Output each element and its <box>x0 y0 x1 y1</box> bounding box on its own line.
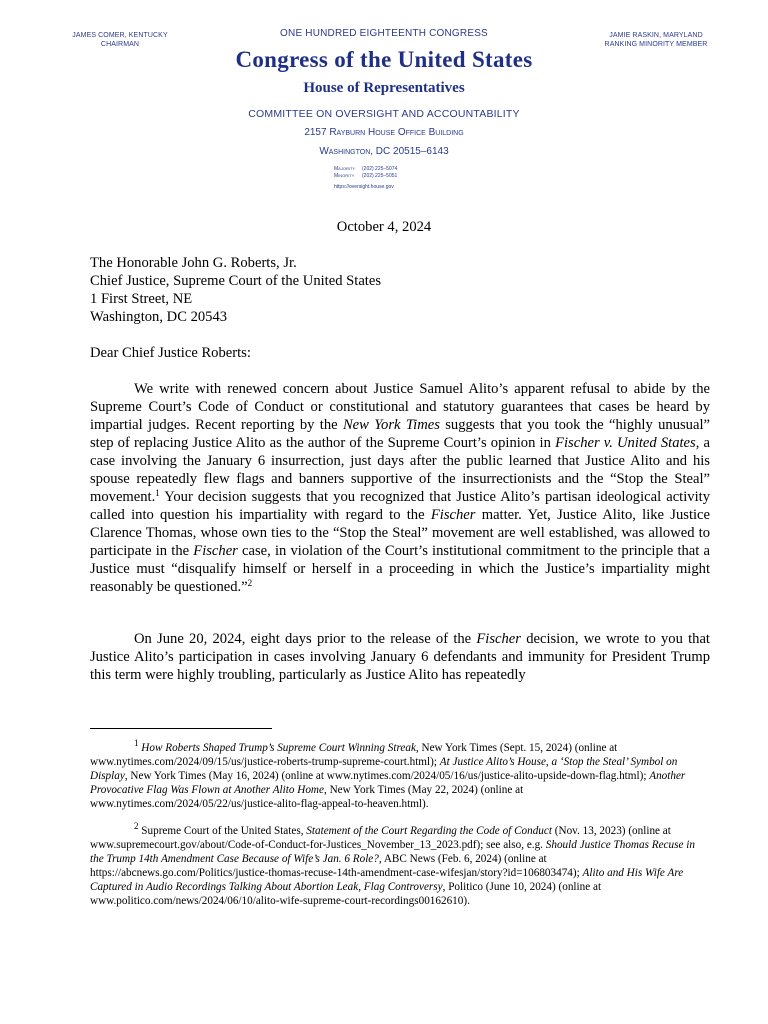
text-run: , New York Times (Sept. 15, 2024) (online at www.nytimes.com/2024/09/15/us/justice-roberts-trump-supreme-court.html); <box>90 742 618 768</box>
phone-numbers <box>334 166 454 179</box>
salutation: Dear Chief Justice Roberts: <box>90 345 251 361</box>
addressee-line: Chief Justice, Supreme Court of the United States <box>90 273 382 289</box>
congress-title: Congress of the United States <box>235 47 533 72</box>
footnote-ref-2[interactable]: 2 <box>247 578 253 588</box>
chairman-title: CHAIRMAN <box>100 41 140 48</box>
letter-date: October 4, 2024 <box>336 219 432 235</box>
italic-run: Fischer v. United States <box>555 435 696 451</box>
text-run: ABC News (Feb. 6, 2024) (online at https://abcnews.go.com/Politics/justice-thomas-recuse-14th-amendment-case-wifesjan/story?id=106803474); <box>90 853 583 879</box>
text-run: , Politico (June 10, 2024) (online at www.politico.com/news/2024/06/10/alito-wife-supreme-court-recordings00162610). <box>90 881 602 907</box>
text-run: Your decision suggests that you recognized that Justice Alito’s partisan ideological activity called into question his impartiality with regard to the <box>90 489 710 523</box>
italic-run: Fischer <box>430 507 476 523</box>
text-run: , New York Times (May 16, 2024) (online at www.nytimes.com/2024/05/16/us/justice-alito-upside-down-flag.html); <box>124 770 650 782</box>
italic-run: Fischer <box>193 543 238 559</box>
majority-label: Majority <box>334 166 356 172</box>
majority-phone: (202) 225–5074 <box>362 166 398 172</box>
addressee-block <box>90 254 710 326</box>
ranking-member-title: RANKING MINORITY MEMBER <box>604 41 708 48</box>
congress-number: ONE HUNDRED EIGHTEENTH CONGRESS <box>280 28 488 39</box>
footnote-mark: 2 <box>134 821 139 831</box>
minority-phone: (202) 225–5051 <box>362 172 398 179</box>
ranking-member-name: JAMIE RASKIN, MARYLAND <box>609 32 703 39</box>
italic-run: Should Justice Thomas Recuse in the Trump 14th Amendment Case Because of Wife’s Jan. 6 Role?, <box>90 839 695 865</box>
chairman-name: JAMES COMER, KENTUCKY <box>72 32 168 39</box>
text-run: (Nov. 13, 2023) (online at www.supremecourt.gov/about/Code-of-Conduct-for-Justices_November_13_2023.pdf); see also, e.g. <box>90 825 671 851</box>
italic-run: Statement of the Court Regarding the Code of Conduct <box>306 825 552 837</box>
body-paragraph-2 <box>90 630 710 684</box>
addressee-line: 1 First Street, NE <box>90 291 193 307</box>
text-run: case, in violation of the Court’s institutional commitment to the principle that a Justice must “disqualify himself or herself in a proceeding in which the Justice’s impartiality might reasonably be questioned.” <box>90 543 710 595</box>
text-run: matter. Yet, Justice Alito, like Justice Clarence Thomas, whose own ties to the “Stop the Steal” movement are well established, was allowed to participate in the <box>90 507 711 559</box>
italic-run: How Roberts Shaped Trump’s Supreme Court Winning Streak <box>141 742 416 754</box>
text-run: Supreme Court of the United States, <box>138 825 307 837</box>
house-title: House of Representatives <box>303 80 465 96</box>
footnote-ref-1[interactable]: 1 <box>155 488 160 498</box>
footnote-separator <box>90 728 272 729</box>
website-link[interactable]: https://oversight.house.gov <box>334 184 394 190</box>
office-address-line2: Washington, DC 20515–6143 <box>319 146 449 157</box>
text-run: , New York Times (May 22, 2024) (online at www.nytimes.com/2024/05/22/us/justice-alito-flag-appeal-to-heaven.html). <box>90 784 524 810</box>
committee-name: COMMITTEE ON OVERSIGHT AND ACCOUNTABILITY <box>248 108 520 120</box>
minority-label: Minority <box>334 172 355 179</box>
footnote-mark: 1 <box>134 738 139 748</box>
italic-run: New York Times <box>342 417 440 433</box>
body-paragraph-1 <box>90 380 710 596</box>
italic-run: At Justice Alito’s House, a ‘Stop the Steal’ Symbol on Display <box>90 756 678 782</box>
text-run: , a case involving the January 6 insurrection, just days after the public learned that Justice Alito and his spouse repeatedly flew flags and banners supportive of the insurrectionists and the “Stop the Steal” movement. <box>90 435 711 505</box>
text-run: On June 20, 2024, eight days prior to the release of the <box>134 631 477 647</box>
office-address-line1: 2157 Rayburn House Office Building <box>304 127 464 138</box>
text-run: suggests that you took the “highly unusual” step of replacing Justice Alito as the author of the Supreme Court’s opinion in <box>90 417 710 451</box>
addressee-line: The Honorable John G. Roberts, Jr. <box>90 255 297 271</box>
italic-run: Alito and His Wife Are Captured in Audio Recordings Talking About Abortion Leak, Flag Controversy <box>90 867 684 893</box>
minority-phone-row <box>334 173 454 180</box>
text-run: decision, we wrote to you that Justice Alito’s participation in cases involving January 6 defendants and immunity for President Trump this term were highly troubling, particularly as Justice Alito has repeatedly <box>90 631 710 683</box>
italic-run: Fischer <box>476 631 521 647</box>
footnote-1 <box>90 738 710 811</box>
footnote-2 <box>90 821 710 908</box>
addressee-line: Washington, DC 20543 <box>90 309 228 325</box>
text-run: We write with renewed concern about Justice Samuel Alito’s apparent refusal to abide by the Supreme Court’s Code of Conduct or constitutional and statutory guarantees that cases be heard by impartial judges. Recent reporting by the <box>90 381 710 433</box>
italic-run: Another Provocative Flag Was Flown at Another Alito Home <box>90 770 686 796</box>
